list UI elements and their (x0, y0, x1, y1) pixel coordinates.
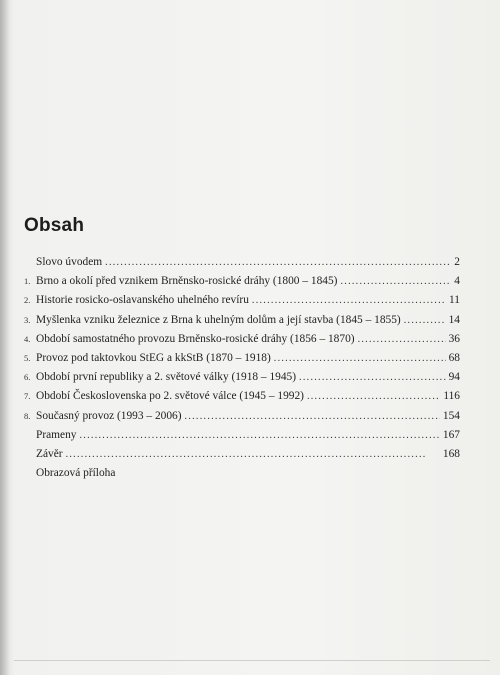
toc-entry-page: 116 (443, 390, 460, 403)
toc-entry-title: Historie rosicko-oslavanského uhelného revíru (36, 294, 249, 307)
toc-entry-page: 68 (448, 351, 460, 364)
toc-entry-title: Prameny (36, 428, 77, 441)
toc-entry-page: 14 (448, 313, 460, 326)
toc-entry-title: Období Československa po 2. světové válce (1945 – 1992) (36, 390, 304, 403)
toc-entry-number: 1. (24, 276, 31, 287)
spine-shadow (0, 0, 10, 675)
toc-entry-number: 5. (24, 352, 31, 363)
toc-entry-title: Období první republiky a 2. světové války (1918 – 1945) (36, 371, 297, 384)
toc-entry-title: Obrazová příloha (36, 467, 116, 480)
toc-entry-page: 168 (442, 447, 460, 460)
dot-leader (80, 426, 440, 445)
toc-entry[interactable] (24, 311, 460, 330)
toc-entry[interactable] (24, 272, 460, 291)
toc-entry-page: 94 (448, 371, 460, 384)
dot-leader (274, 349, 446, 368)
toc-entry[interactable] (24, 445, 460, 464)
toc-entry[interactable] (24, 330, 460, 349)
toc-entry[interactable] (24, 253, 460, 272)
dot-leader (185, 407, 440, 426)
dot-leader (358, 330, 446, 349)
toc-entry[interactable] (24, 291, 460, 310)
dot-leader (66, 445, 440, 464)
toc-entry[interactable] (24, 349, 460, 368)
toc-entry-number: 7. (24, 391, 31, 402)
dot-leader (404, 311, 446, 330)
toc-entry[interactable] (24, 464, 460, 483)
dot-leader (252, 291, 446, 310)
table-of-contents (24, 253, 460, 483)
page-title: Obsah (24, 215, 85, 236)
toc-entry[interactable] (24, 368, 460, 387)
toc-entry-page: 2 (454, 256, 460, 268)
dot-leader (105, 253, 451, 272)
page-bottom-edge (14, 660, 490, 661)
toc-entry[interactable] (24, 387, 460, 406)
toc-entry-number: 8. (24, 410, 31, 421)
toc-entry-number: 6. (24, 372, 31, 383)
toc-entry-title: Myšlenka vzniku železnice z Brna k uhelným dolům a její stavba (1845 – 1855) (36, 313, 401, 326)
toc-entry[interactable] (24, 407, 460, 426)
toc-entry-title: Období samostatného provozu Brněnsko-rosické dráhy (1856 – 1870) (36, 332, 355, 345)
toc-entry-title: Slovo úvodem (36, 256, 103, 268)
dot-leader (340, 272, 451, 291)
toc-entry-page: 11 (449, 294, 460, 307)
toc-entry[interactable] (24, 426, 460, 445)
toc-entry-number: 2. (24, 295, 31, 306)
toc-entry-page: 4 (454, 275, 460, 288)
toc-entry-page: 167 (442, 428, 460, 441)
toc-entry-title: Současný provoz (1993 – 2006) (36, 409, 182, 422)
toc-entry-title: Závěr (36, 447, 63, 460)
toc-entry-number: 3. (24, 314, 31, 325)
toc-entry-title: Brno a okolí před vznikem Brněnsko-rosické dráhy (1800 – 1845) (36, 275, 338, 288)
dot-leader (307, 387, 440, 406)
toc-entry-number: 4. (24, 333, 31, 344)
toc-entry-title: Provoz pod taktovkou StEG a kkStB (1870 – 1918) (36, 351, 271, 364)
dot-leader (299, 368, 446, 387)
toc-entry-page: 154 (442, 409, 460, 422)
toc-entry-page: 36 (448, 332, 460, 345)
